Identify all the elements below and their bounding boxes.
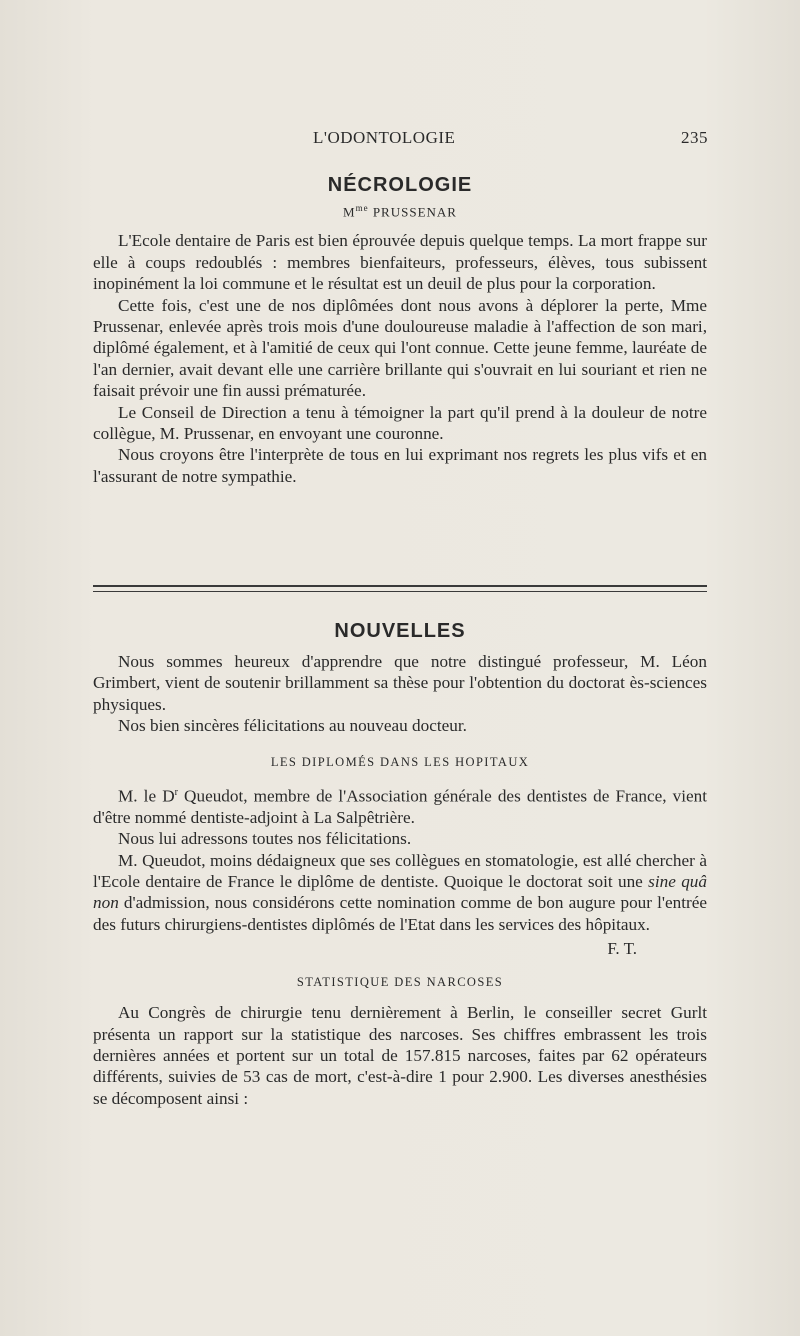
necrologie-subheading: $M^{me}$ PRUSSENAR (343, 203, 457, 220)
section-divider (93, 591, 707, 592)
section-divider (93, 585, 707, 587)
journal-title: L'ODONTOLOGIE (313, 128, 456, 147)
nouvelles-heading: NOUVELLES (334, 620, 466, 642)
necrologie-paragraph: Nous croyons être l'interprète de tous en lui exprimant nos regrets les plus vifs et en l'assurant de notre sympathie. (93, 445, 707, 486)
necrologie-paragraph: Le Conseil de Direction a tenu à témoigner la part qu'il prend à la douleur de notre collègue, M. Prussenar, en envoyant une couronne. (93, 402, 707, 443)
nouvelles-paragraph: Nous sommes heureux d'apprendre que notre distingué professeur, M. Léon Grimbert, vient de soutenir brillamment sa thèse pour l'obtention du doctorat ès-sciences physiques. (93, 652, 707, 714)
diplomes-paragraph: M. le $D^r$ Queudot, membre de l'Association générale des dentistes de France, vient d'être nommé dentiste-adjoint à La Salpêtrière. (93, 786, 707, 827)
necrologie-paragraph: Cette fois, c'est une de nos diplômées dont nous avons à déplorer la perte, Mme Prussenar, enlevée après trois mois d'une douloureuse maladie à l'affection de son mari, diplômé également, et à l'amitié de ceux qui l'ont connue. Cette jeune femme, lauréate de l'an dernier, avait devant elle une carrière brillante qui s'ouvrait en lui souriant et rien ne faisait prévoir une fin aussi prématurée. (93, 295, 707, 401)
page-number: 235 (681, 128, 708, 147)
statistique-paragraph: Au Congrès de chirurgie tenu dernièrement à Berlin, le conseiller secret Gurlt présenta un rapport sur la statistique des narcoses. Ses chiffres embrassent les trois dernières années et portent sur un total de 157.815 narcoses, faites par 62 opérateurs différents, suivies de 53 cas de mort, c'est-à-dire 1 pour 2.900. Les diverses anesthésies se décomposent ainsi : (93, 1003, 707, 1108)
statistique-heading: STATISTIQUE DES NARCOSES (296, 975, 504, 990)
necrologie-heading: NÉCROLOGIE (327, 174, 473, 196)
diplomes-heading: LES DIPLOMÉS DANS LES HOPITAUX (270, 754, 530, 769)
necrologie-paragraph: L'Ecole dentaire de Paris est bien éprouvée depuis quelque temps. La mort frappe sur elle à coups redoublés : membres bienfaiteurs, professeurs, élèves, tous subissent inopinément la loi commune et le résultat est un deuil de plus pour la corporation. (93, 231, 707, 294)
nouvelles-paragraph: Nos bien sincères félicitations au nouveau docteur. (118, 716, 467, 736)
signature: F. T. (607, 939, 637, 959)
necrologie-section (93, 174, 707, 487)
diplomes-paragraph: M. Queudot, moins dédaigneux que ses collègues en stomatologie, est allé chercher à l'Ecole dentaire de France le diplôme de dentiste. Quoique le doctorat soit une sine quâ non d'admission, nous considérons cette nomination comme de bon augure pour l'entrée des futurs chirurgiens-dentistes diplômés de l'Etat dans les services des hôpitaux. (93, 850, 707, 934)
nouvelles-section (93, 620, 707, 1109)
diplomes-paragraph: Nous lui adressons toutes nos félicitations. (118, 829, 412, 849)
